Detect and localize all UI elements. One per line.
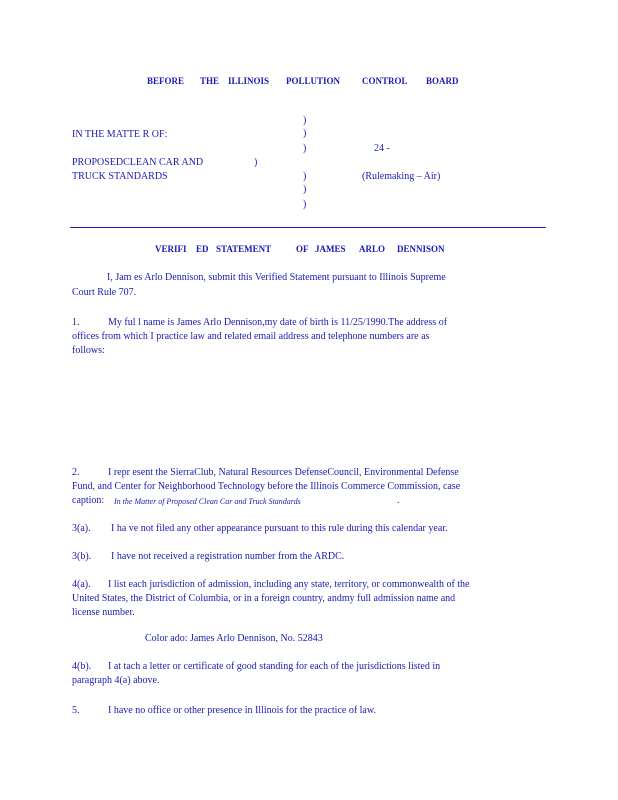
paragraph-4b-line: paragraph 4(a) above. bbox=[72, 675, 160, 686]
paragraph-number: 3(a). bbox=[72, 523, 91, 534]
paragraph-number: 2. bbox=[72, 467, 80, 478]
paragraph-2-line: I repr esent the SierraClub, Natural Resources DefenseCouncil, Environmental Defense bbox=[108, 467, 459, 478]
paragraph-2-caption-label: caption: bbox=[72, 495, 105, 506]
header-word-control: CONTROL bbox=[362, 76, 408, 86]
paragraph-number: 4(b). bbox=[72, 661, 92, 672]
caption-paren: ) bbox=[303, 184, 307, 195]
caption-divider bbox=[70, 227, 546, 228]
caption-docket-number: 24 - bbox=[374, 143, 390, 154]
paragraph-4a-line: United States, the District of Columbia, or in a foreign country, andmy full admission name and bbox=[72, 593, 456, 604]
colorado-admission: Color ado: James Arlo Dennison, No. 52843 bbox=[145, 633, 323, 644]
paragraph-number: 5. bbox=[72, 705, 80, 716]
paragraph-number: 3(b). bbox=[72, 551, 92, 562]
paragraph-4b-line: I at tach a letter or certificate of good standing for each of the jurisdictions listed in bbox=[108, 661, 441, 672]
paragraph-2-line: Fund, and Center for Neighborhood Technology before the Illinois Commerce Commission, case bbox=[72, 481, 461, 492]
paragraph-1-line: offices from which I practice law and related email address and telephone numbers are as bbox=[72, 331, 430, 342]
title-word-ed: ED bbox=[196, 244, 209, 254]
header-word-illinois: ILLINOIS bbox=[228, 76, 270, 86]
caption-rulemaking: (Rulemaking – Air) bbox=[362, 171, 441, 182]
case-caption-period: . bbox=[397, 495, 400, 506]
title-word-statement: STATEMENT bbox=[216, 244, 272, 254]
paragraph-1-line: follows: bbox=[72, 345, 105, 356]
title-word-dennison: DENNISON bbox=[397, 244, 445, 254]
paragraph-5-text: I have no office or other presence in Illinois for the practice of law. bbox=[108, 705, 376, 716]
intro-line: I, Jam es Arlo Dennison, submit this Verified Statement pursuant to Illinois Supreme bbox=[107, 272, 446, 283]
caption-in-the-matter: IN THE MATTE R OF: bbox=[72, 129, 168, 140]
paragraph-3a-text: I ha ve not filed any other appearance pursuant to this rule during this calendar year. bbox=[111, 523, 448, 534]
caption-paren: ) bbox=[303, 171, 307, 182]
header-word-the: THE bbox=[200, 76, 220, 86]
caption-truck-standards: TRUCK STANDARDS bbox=[72, 171, 168, 182]
caption-proposed: PROPOSEDCLEAN CAR AND bbox=[72, 157, 204, 168]
paragraph-4a-line: I list each jurisdiction of admission, including any state, territory, or commonwealth of the bbox=[108, 579, 470, 590]
paragraph-number: 1. bbox=[72, 317, 80, 328]
paragraph-number: 4(a). bbox=[72, 579, 91, 590]
caption-paren: ) bbox=[303, 128, 307, 139]
header-word-board: BOARD bbox=[426, 76, 459, 86]
caption-paren: ) bbox=[303, 199, 307, 210]
intro-line: Court Rule 707. bbox=[72, 287, 137, 298]
title-word-of: OF bbox=[296, 244, 309, 254]
caption-paren: ) bbox=[303, 115, 307, 126]
title-word-james: JAMES bbox=[315, 244, 346, 254]
caption-paren-mid: ) bbox=[254, 157, 258, 168]
title-word-verifi: VERIFI bbox=[155, 244, 187, 254]
paragraph-3b-text: I have not received a registration number from the ARDC. bbox=[111, 551, 345, 562]
title-word-arlo: ARLO bbox=[359, 244, 386, 254]
paragraph-4a-line: license number. bbox=[72, 607, 135, 618]
header-word-before: BEFORE bbox=[147, 76, 185, 86]
case-caption-italic: In the Matter of Proposed Clean Car and Truck Standards bbox=[114, 497, 301, 506]
header-word-pollution: POLLUTION bbox=[286, 76, 341, 86]
paragraph-1-line: My ful l name is James Arlo Dennison,my date of birth is 11/25/1990.The address of bbox=[108, 317, 448, 328]
caption-paren: ) bbox=[303, 143, 307, 154]
